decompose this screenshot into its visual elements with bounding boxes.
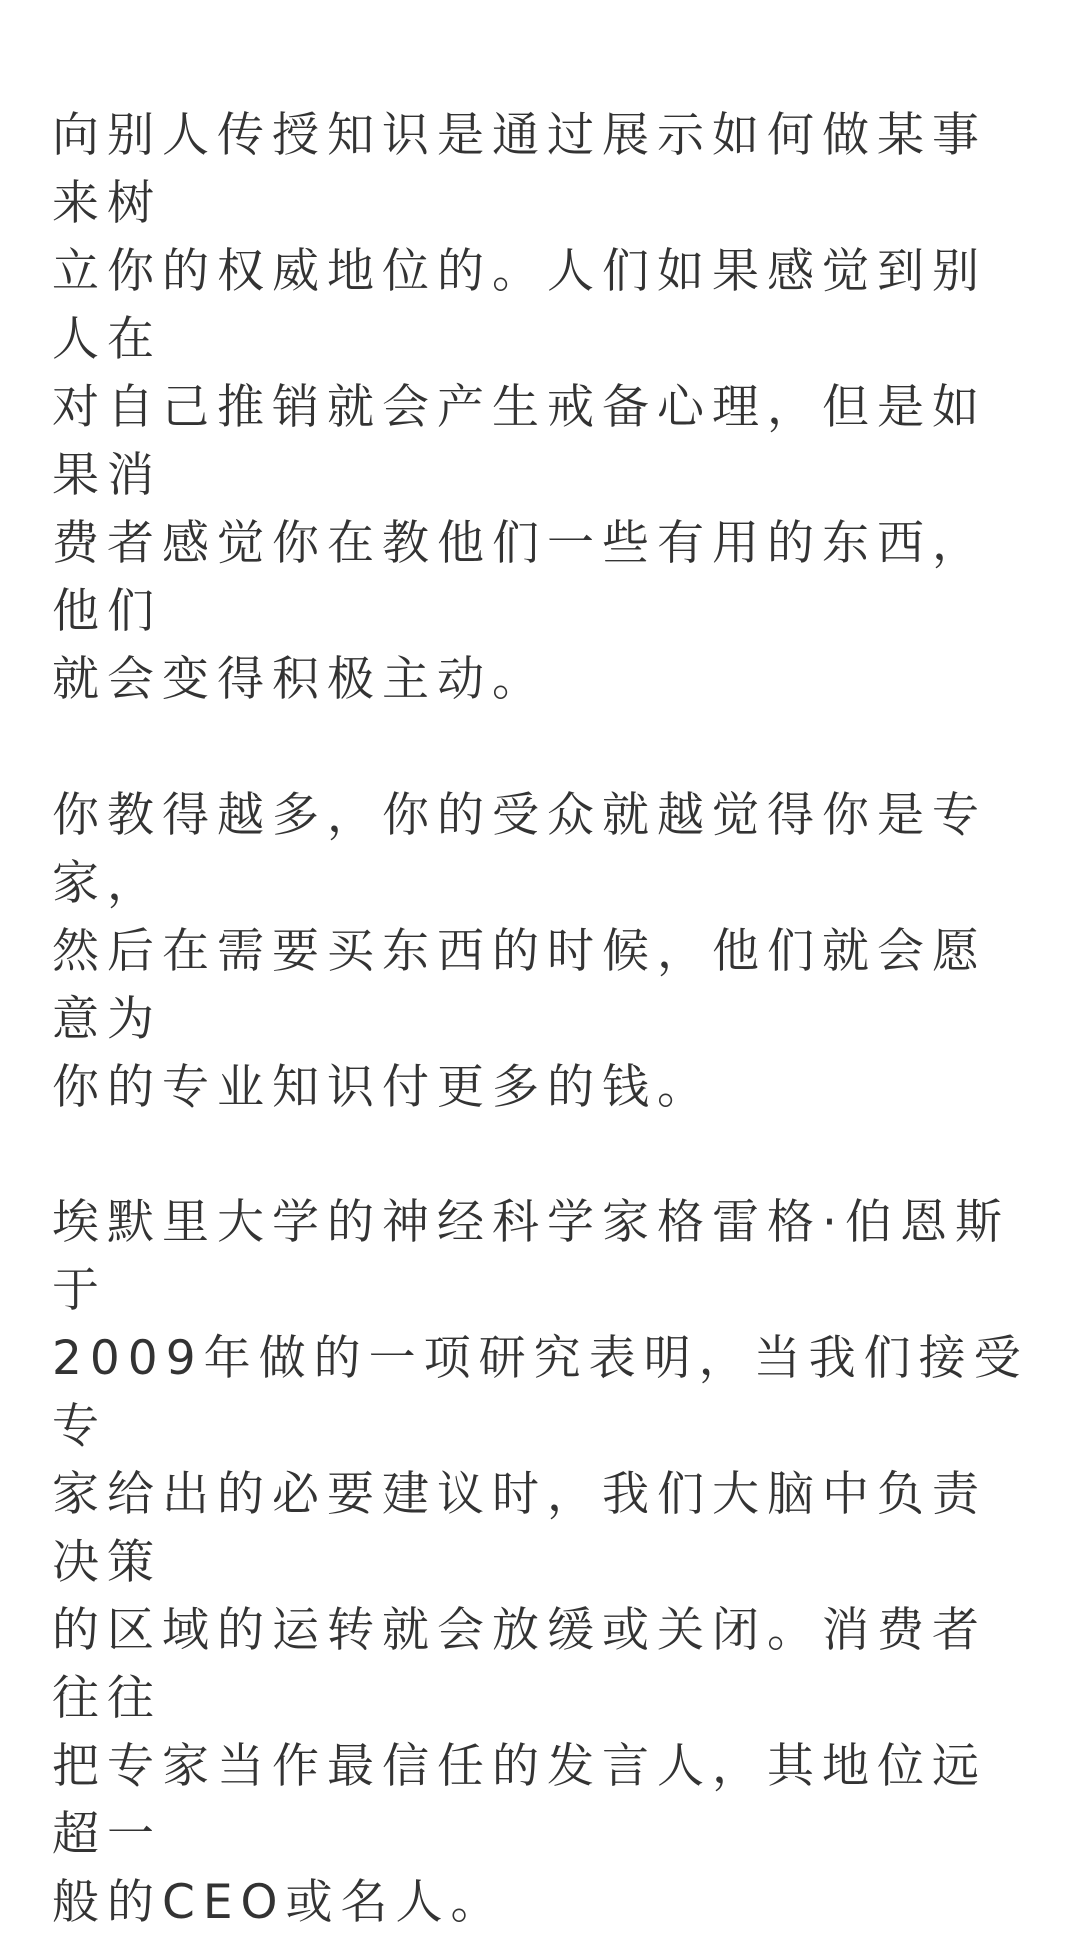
paragraph-neuroscience-study: 埃默里大学的神经科学家格雷格·伯恩斯于 2009年做的一项研究表明，当我们接受专 家给出的必要建议时，我们大脑中负责决策 的区域的运转就会放缓或关闭。消费者往往 把专家当作最信任的发言人，其地位远超一 般的CEO或名人。 xyxy=(52,1195,1029,1930)
article-body xyxy=(52,102,1032,1937)
paragraph-teaching-authority: 向别人传授知识是通过展示如何做某事来树 立你的权威地位的。人们如果感觉到别人在 对自己推销就会产生戒备心理，但是如果消 费者感觉你在教他们一些有用的东西，他们 就会变得积极主动。 xyxy=(52,108,987,707)
paragraph-expert-perception: 你教得越多，你的受众就越觉得你是专家， 然后在需要买东西的时候，他们就会愿意为 你的专业知识付更多的钱。 xyxy=(52,788,987,1115)
